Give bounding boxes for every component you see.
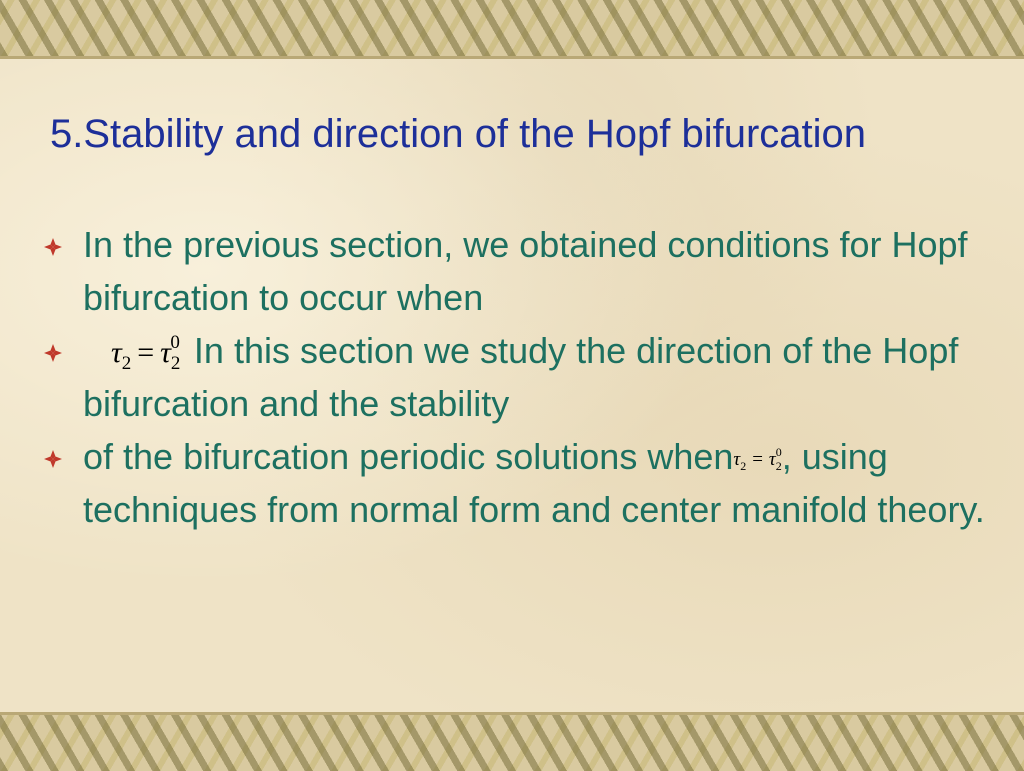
formula-tau2-equals-tau2-zero-inline: $\tau_2 = \tau_2^0$ (733, 444, 782, 473)
bullet-item-2 (44, 324, 994, 430)
formula-tau2-equals-tau2-zero: $\tau_2 = \tau_2^0$ (111, 332, 181, 375)
bullet-text-1: In the previous section, we obtained conditions for Hopf bifurcation to occur when (83, 224, 968, 318)
bullet-diamond-icon (44, 238, 62, 256)
bullet-list (44, 218, 994, 536)
slide-title: 5.Stability and direction of the Hopf bifurcation (50, 112, 867, 156)
bullet-text-3b: , using techniques from normal form and center manifold theory. (83, 436, 985, 530)
top-decorative-border (0, 0, 1024, 59)
bullet-diamond-icon (44, 344, 62, 362)
bullet-diamond-icon (44, 450, 62, 468)
bullet-text-2: In this section we study the direction of the Hopf bifurcation and the stability (83, 330, 959, 424)
bullet-text-3a: of the bifurcation periodic solutions when (83, 436, 734, 477)
bullet-item-3 (44, 430, 994, 536)
bullet-item-1 (44, 218, 994, 324)
bottom-decorative-border (0, 712, 1024, 771)
